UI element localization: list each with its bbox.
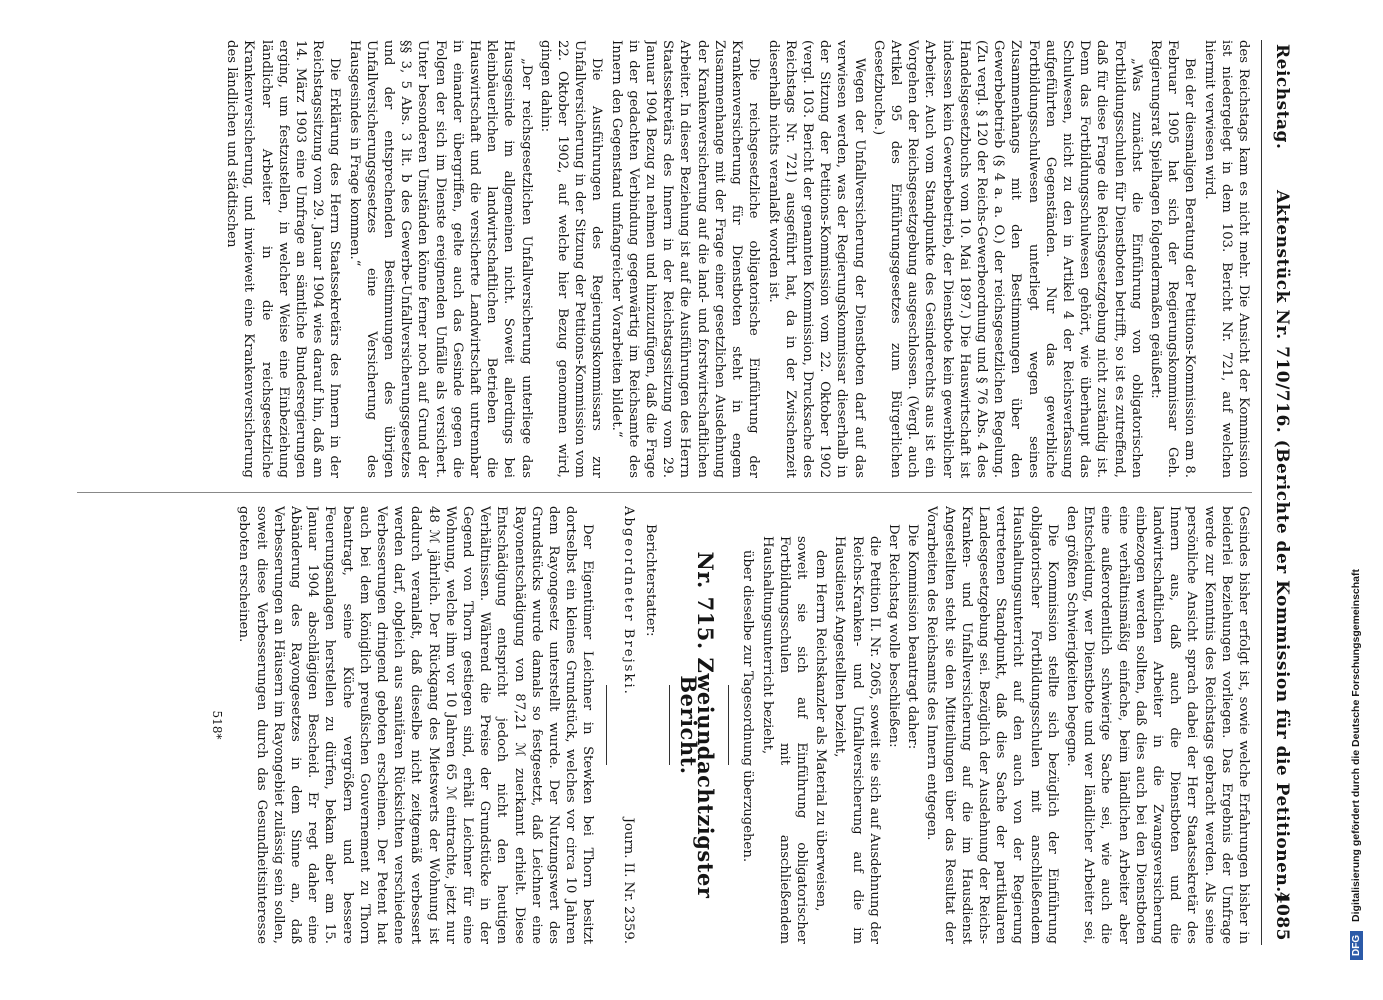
paragraph: Die Kommission stellte sich bezüglich der Einführung obligatorischer Fortbildungsschulen mit anschließendem Haushaltungsunterricht auf den auch von der Regierung vertretenen Standpunkt, daß dies Sache der partikularen Landesgesetzgebung sei. Bezüglich der Ausdehnung der Reichs-Kranken- und Unfallversicherung auf die im Hausdienst Angestellten steht sie den Mitteilungen über das Resultat der Vorarbeiten des Reichsamts des Innern entgegen. [924,506,1060,944]
dfg-logo: DFG [1350,931,1363,960]
reporter-name: Abgeordneter Brejski. [621,506,637,696]
paragraph: über dieselbe zur Tagesordnung überzugehen. [740,550,756,863]
paragraph: Bei der diesmaligen Beratung der Petitions-Kommission am 8. Februar 1905 hat sich der Regierungskommissar Geh. Regierungsrat Spielhagen folgendermaßen geäußert: [1147,40,1198,478]
reporter-row [618,506,638,944]
header-page-number: 4085 [1272,891,1292,941]
right-column-bottom [235,506,596,944]
paragraph: Der Eigentümer Leichner in Stewken bei Thorn besitzt dortselbst ein kleines Grundstück, welches vor circa 10 Jahren dem Rayongesetz unterstellt wurde. Der Nutzungswert des Grundstücks wurde damals so festgesetzt, daß Leichner eine Rayonentschädigung von 87,21 ℳ zuerkannt erhielt. Diese Entschädigung entspricht jedoch nicht den heutigen Verhältnissen. Während die Preise der Grundstücke in der Gegend von Thorn gestiegen sind, erhält Leichner für eine Wohnung, welche ihm vor 10 Jahren 65 ℳ eintrachte, jetzt nur 48 ℳ jährlich. Der Rückgang des Mietswerts der Wohnung ist dadurch veranlaßt, daß dieselbe nicht zeitgemäß verbessert werden darf, obgleich aus sanitären Rücksichten verschiedene Verbesserungen dringend geboten erscheinen. Der Petent hat auch bei dem königlich preußischen Gouvernement zu Thorn beantragt, seine Küche vergrößern und bessere Feuerungsanlagen herstellen zu dürfen, bekam aber am 15. Januar 1904 abschlägigen Bescheid. Er regt daher eine Abänderung des Rayongesetzes in dem Sinne an, daß Verbesserungen an Häusern im Rayongebiet zulässig sein sollen, soweit diese Verbesserungen durch das Gesundheitsinteresse geboten erscheinen. [236,506,596,944]
dfg-stamp-text: Digitalisierung gefördert durch die Deutsche Forschungsgemeinschaft [1350,568,1362,922]
right-column-top [739,506,1252,944]
paragraph: dem Herrn Reichskanzler als Material zu überweisen, [813,550,829,912]
paragraph: Der Reichstag wolle beschließen: [885,524,901,748]
paragraph: Wegen der Unfallversicherung der Dienstboten darf auf das verwiesen werden, was der Regierungskommissar dieserhalb in der Sitzung der Petitions-Kommission vom 22. Oktober 1902 (vergl. 103. Bericht der genannten Kommission, Drucksache des Reichstags Nr. 721) ausgeführt hat, da in der Zwischenzeit dieserhalb nichts veranlaßt worden ist. [765,40,867,478]
paragraph: die Petition II. Nr. 2065, soweit sie sich auf Ausdehnung der Reichs-Kranken- und Unfallversicherung auf die im Hausdienst Angestellten bezieht, [832,536,882,944]
page-header [1261,40,1300,945]
right-column [77,506,1252,944]
paragraph: Die reichsgesetzliche obligatorische Einführung der Krankenversicherung für Dienstboten steht in engem Zusammenhange mit der Frage einer gesetzlichen Ausdehnung der Krankenversicherung auf die land- und forstwirtschaftlichen Arbeiter. In dieser Beziehung ist auf die Ausführungen des Herrn Staatssekretärs des Innern in der Reichstagssitzung vom 29. Januar 1904 Bezug zu nehmen und hinzuzufügen, daß die Frage in der gedachten Verbindung gegenwärtig im Reichsamte des Innern den Gegenstand umfangreicher Vorarbeiten bildet.“ [608,40,762,478]
paragraph: Die Erklärung des Herrn Staatssekretärs des Innern in der Reichstagssitzung vom 29. Januar 1904 wies darauf hin, daß am 14. März 1903 eine Umfrage an sämtliche Bundesregierungen erging, um festzustellen, in welcher Weise eine Einbeziehung ländlicher Arbeiter in die reichsgesetzliche Krankenversicherung, und inwieweit eine Krankenversicherung des ländlichen und städtischen [224,40,343,478]
footer-number: 518* [210,710,225,740]
dfg-stamp [1350,10,1372,960]
section-heading: Nr. 715. Zweiundachtzigster Bericht. [675,551,719,899]
paragraph: „Was zunächst die Einführung von obligatorischen Fortbildungsschulen für Dienstboten betrifft, so ist es zutreffend, daß für diese Frage die Reichsgesetzgebung nicht zuständig ist. Denn das Fortbildungsschulwesen gehört, wie überhaupt das Schulwesen, nicht zu den in Artikel 4 der Reichsverfassung aufgeführten Gegenständen. Nur das gewerbliche Fortbildungsschulwesen unterliegt wegen seines Zusammenhangs mit den Bestimmungen über den Gewerbebetrieb (§ 4 a. a. O.) der reichsgesetzlichen Regelung. (Zu vergl. § 120 der Reichs-Gewerbeordnung und § 76 Abs. 4 des Handelsgesetzbuchs vom 10. Mai 1897.) Die Hauswirtschaft ist indessen kein Gewerbebetrieb, der Dienstbote kein gewerblicher Arbeiter. Auch vom Standpunkte des Gesinderechts aus ist ein Vorgehen der Reichsgesetzgebung ausgeschlossen. (Vergl. auch Artikel 95 des Einführungsgesetzes zum Bürgerlichen Gesetzbuche.) [870,40,1144,478]
paragraph: des Reichstags kam es nicht mehr. Die Ansicht der Kommission ist niedergelegt in dem 103. Bericht Nr. 721, auf welchen hiermit verwiesen wird. [1201,40,1251,478]
section-rule-3 [607,685,608,765]
column-divider [77,492,1252,493]
paragraph: „Der reichsgesetzlichen Unfallversicherung unterliege das Hausgesinde im allgemeinen nicht. Soweit allerdings bei kleinbäuerlichen landwirtschaftlichen Betrieben die Hauswirtschaft und die versicherte Landwirtschaft untrennbar in einander übergriffen, gelte auch das Gesinde gegen die Folgen der sich im Dienste ereignenden Unfälle als versichert. Unter besonderen Umständen könne ferner noch auf Grund der §§ 3, 5 Abs. 3 lit. b des Gewerbe-Unfallversicherungsgesetzes und der entsprechenden Bestimmungen des übrigen Unfallversicherungsgesetzes eine Versicherung des Hausgesindes in Frage kommen.“ [346,40,534,478]
paragraph: Gesindes bisher erfolgt ist, sowie welche Erfahrungen bisher in beiderlei Beziehungen vorliegen. Das Ergebnis der Umfrage werde zur Kenntnis des Reichstags gebracht werden. Als seine persönliche Ansicht sprach dabei der Herr Staatssekretär des Innern aus, daß auch die Dienstboten und die landwirtschaftlichen Arbeiter in die Zwangsversicherung einbezogen werden sollten, daß dies auch bei den Dienstboten eine verhältnismäßig einfache, beim ländlichen Arbeiter aber eine außerordentlich schwierige Sache sei, wie auch die Entscheidung, wer Dienstbote und wer ländlicher Arbeiter sei, den größten Schwierigkeiten begegne. [1063,506,1251,944]
header-left: Reichstag. [1272,44,1292,150]
header-title: Aktenstück Nr. 710/716. (Berichte der Kommission für die Petitionen.) [1272,190,1292,902]
reporter-label: Berichterstatter: [642,524,658,637]
journal-number: Journ. II. Nr. 2359. [621,817,637,944]
paragraph: Die Kommission beantragt daher: [905,524,921,750]
left-column [77,40,1252,478]
section-rule-2 [669,685,670,765]
paragraph: Die Ausführungen des Regierungskommissars zur Unfallversicherung in der Sitzung der Petitions-Kommission vom 22. Oktober 1902, auf welche hier Bezug genommen wird, gingen dahin: [537,40,605,478]
rotated-page [60,40,1300,945]
section-rule [728,685,729,765]
paragraph: soweit sie sich auf Einführung obligatorischer Fortbildungsschulen mit anschließendem Haushaltungsunterricht bezieht, [759,536,809,944]
